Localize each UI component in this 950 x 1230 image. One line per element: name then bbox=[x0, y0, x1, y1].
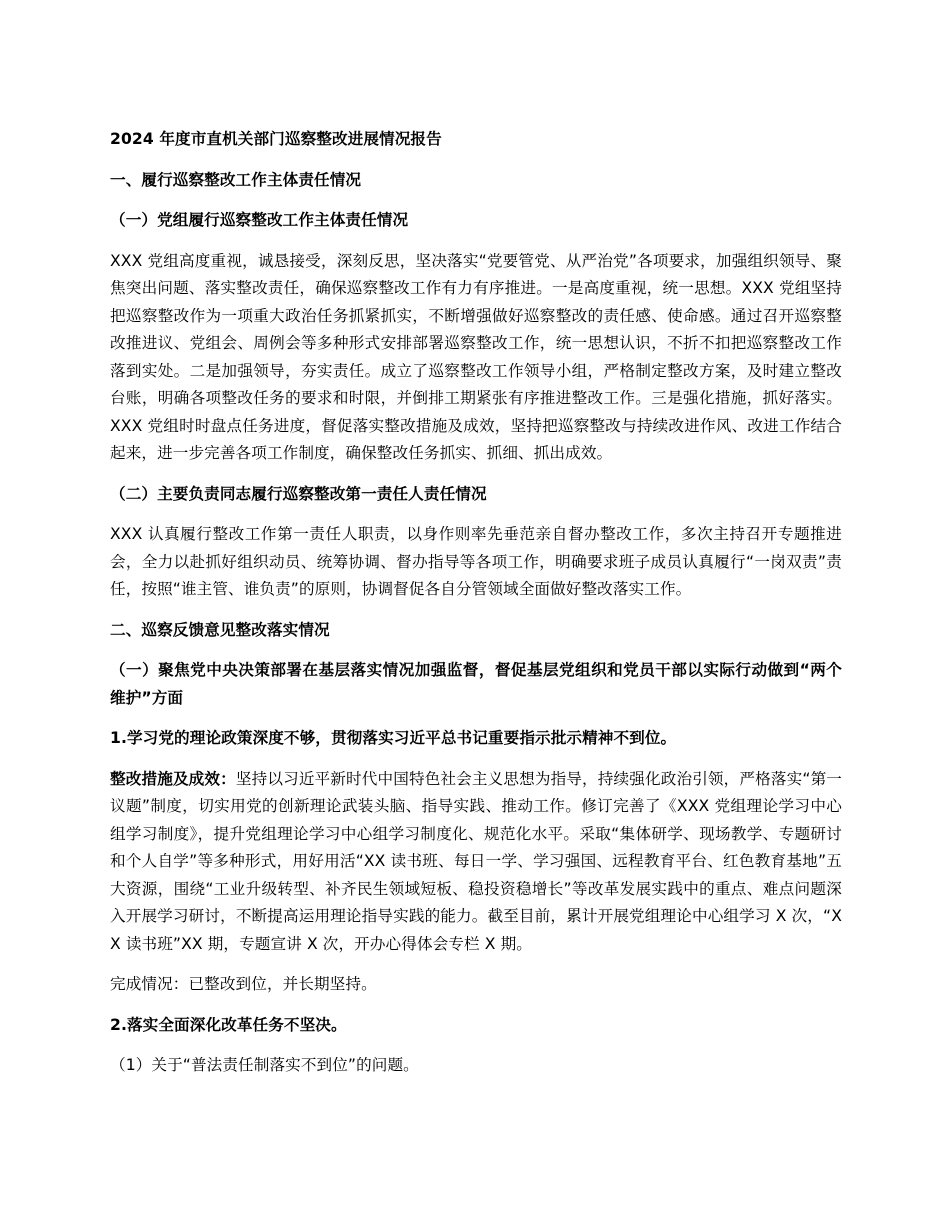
document-body bbox=[110, 126, 842, 1093]
issue-item-2-heading: 2.落实全面深化改革任务不坚决。 bbox=[110, 1015, 347, 1034]
subsection-heading-1-2: （二）主要负责同志履行巡察整改第一责任人责任情况 bbox=[110, 484, 487, 503]
issue-item-1-heading: 1.学习党的理论政策深度不够，贯彻落实习近平总书记重要指示批示精神不到位。 bbox=[110, 729, 677, 747]
measures-label: 整改措施及成效： bbox=[110, 769, 236, 788]
measures-body: 坚持以习近平新时代中国特色社会主义思想为指导，持续强化政治引领，严格落实“第一议题”制度，切实用党的创新理论武装头脑、指导实践、推动工作。修订完善了《XXX 党组理论学习中心组学习制度》，提升党组理论学习中心组学习制度化、规范化水平。采取“集体研学、现场教学、专题研讨和个人自学”等多种形式，用好用活“XX 读书班、每日一学、学习强国、远程教育平台、红色教育基地”五大资源，围绕“工业升级转型、补齐民生领域短板、稳投资稳增长”等改革发展实践中的重点、难点问题深入开展学习研讨，不断提高运用理论指导实践的能力。截至目前，累计开展党组理论中心组学习 X 次，“XX 读书班”XX 期，专题宣讲 X 次，开办心得体会专栏 X 期。 bbox=[110, 769, 842, 953]
page-title: 2024 年度市直机关部门巡察整改进展情况报告 bbox=[110, 130, 442, 148]
section-heading-2: 二、巡察反馈意见整改落实情况 bbox=[110, 620, 330, 639]
paragraph-1-2: XXX 认真履行整改工作第一责任人职责，以身作则率先垂范亲自督办整改工作，多次主持召开专题推进会，全力以赴抓好组织动员、统筹协调、督办指导等各项工作，明确要求班子成员认真履行“一岗双责”责任，按照“谁主管、谁负责”的原则，协调督促各自分管领域全面做好整改落实工作。 bbox=[110, 525, 842, 598]
subsection-heading-1-1: （一）党组履行巡察整改工作主体责任情况 bbox=[110, 211, 409, 229]
issue-item-1-status: 完成情况：已整改到位，并长期坚持。 bbox=[110, 975, 377, 993]
subsection-heading-2-1: （一）聚焦党中央决策部署在基层落实情况加强监督，督促基层党组织和党员干部以实际行动做到“两个维护”方面 bbox=[110, 661, 842, 707]
paragraph-1-1: XXX 党组高度重视，诚恳接受，深刻反思，坚决落实“党要管党、从严治党”各项要求，加强组织领导、聚焦突出问题、落实整改责任，确保巡察整改工作有力有序推进。一是高度重视，统一思想。XXX 党组坚持把巡察整改作为一项重大政治任务抓紧抓实，不断增强做好巡察整改的责任感、使命感。通过召开巡察整改推进议、党组会、周例会等多种形式安排部署巡察整改工作，统一思想认识，不折不扣把巡察整改工作落到实处。二是加强领导，夯实责任。成立了巡察整改工作领导小组，严格制定整改方案，及时建立整改台账，明确各项整改任务的要求和时限，并倒排工期紧张有序推进整改工作。三是强化措施，抓好落实。XXX 党组时时盘点任务进度，督促落实整改措施及成效，坚持把巡察整改与持续改进作风、改进工作结合起来，进一步完善各项工作制度，确保整改任务抓实、抓细、抓出成效。 bbox=[110, 251, 842, 462]
issue-item-2-sub-1: （1）关于“普法责任制落实不到位”的问题。 bbox=[110, 1056, 419, 1074]
section-heading-1: 一、履行巡察整改工作主体责任情况 bbox=[110, 170, 362, 189]
issue-item-1-measures bbox=[110, 766, 842, 959]
